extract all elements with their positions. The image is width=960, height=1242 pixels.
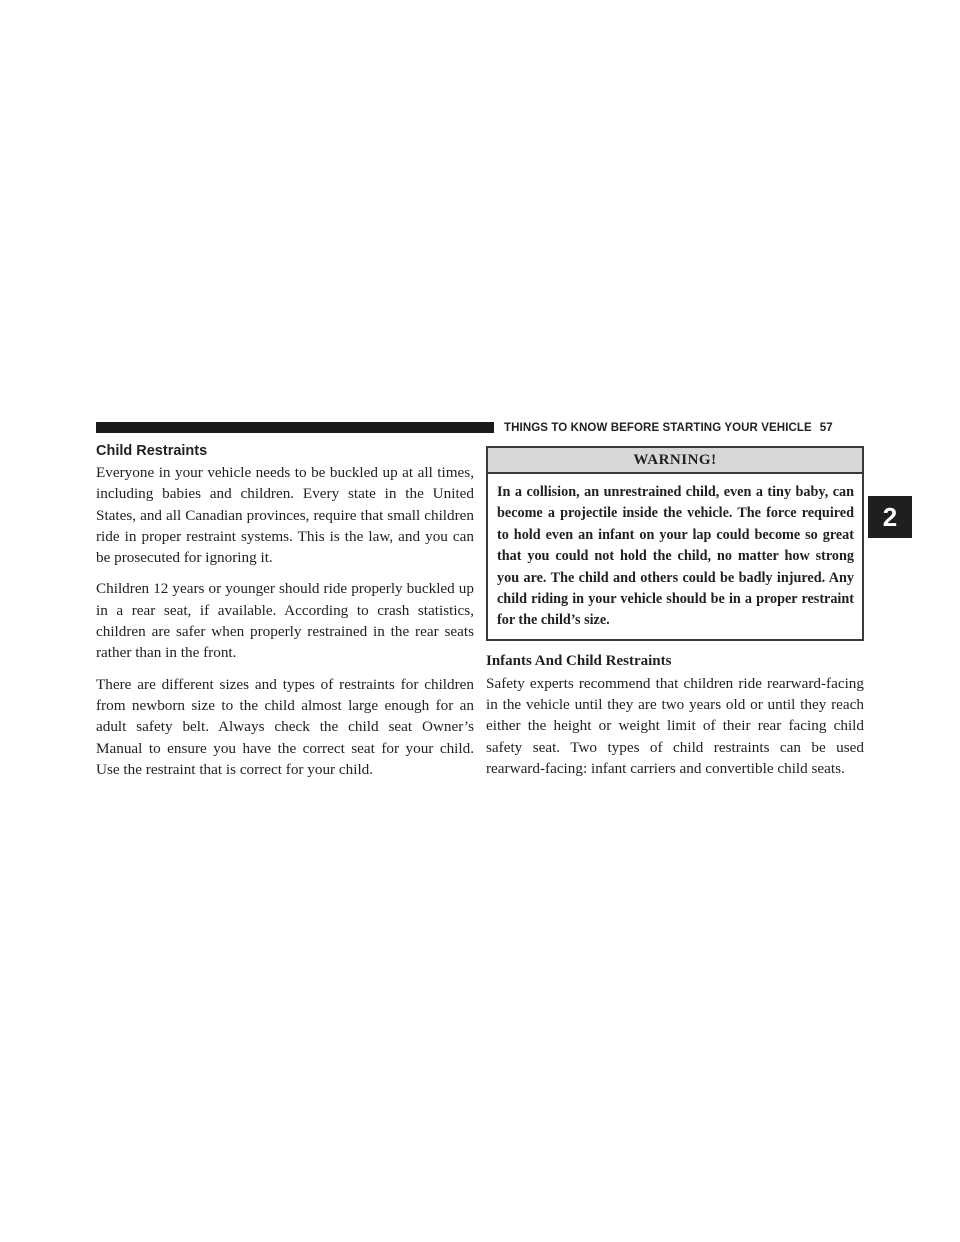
section-title: Child Restraints [96, 443, 208, 459]
right-column [486, 446, 864, 789]
running-header [504, 420, 864, 436]
warning-title: WARNING! [488, 448, 862, 474]
page-number: 57 [819, 422, 833, 434]
paragraph: Everyone in your vehicle needs to be buckled up at all times, including babies and children. Every state in the United States, and all Canadian provinces, require that small children ride in proper restraint systems. This is the law, and you can be prosecuted for ignoring it. [96, 464, 474, 567]
subsection-title: Infants And Child Restraints [486, 652, 672, 669]
header-rule [96, 422, 494, 433]
warning-body: In a collision, an unrestrained child, even a tiny baby, can become a projectile inside the vehicle. The force required to hold even an infant on your lap could become so great that you could not hold the child, no matter how strong you are. The child and others could be badly injured. Any child riding in your vehicle should be in a proper restraint for the child’s size. [497, 484, 854, 629]
chapter-tab: 2 [868, 496, 912, 538]
warning-box [486, 446, 864, 641]
paragraph: Safety experts recommend that children ride rearward-facing in the vehicle until they are two years old or until they reach either the height or weight limit of their rear facing child safety seat. Two types of child restraints can be used rearward-facing: infant carriers and convertible child seats. [486, 674, 864, 778]
paragraph: There are different sizes and types of restraints for children from newborn size to the child almost large enough for an adult safety belt. Always check the child seat Owner’s Manual to ensure you have the correct seat for your child. Use the restraint that is correct for your child. [96, 675, 474, 778]
paragraph: Children 12 years or younger should ride properly buckled up in a rear seat, if available. According to crash statistics, children are safer when properly restrained in the rear seats rather than in the front. [96, 580, 474, 662]
header-section-title: THINGS TO KNOW BEFORE STARTING YOUR VEHICLE [504, 422, 812, 434]
left-column [96, 441, 474, 790]
